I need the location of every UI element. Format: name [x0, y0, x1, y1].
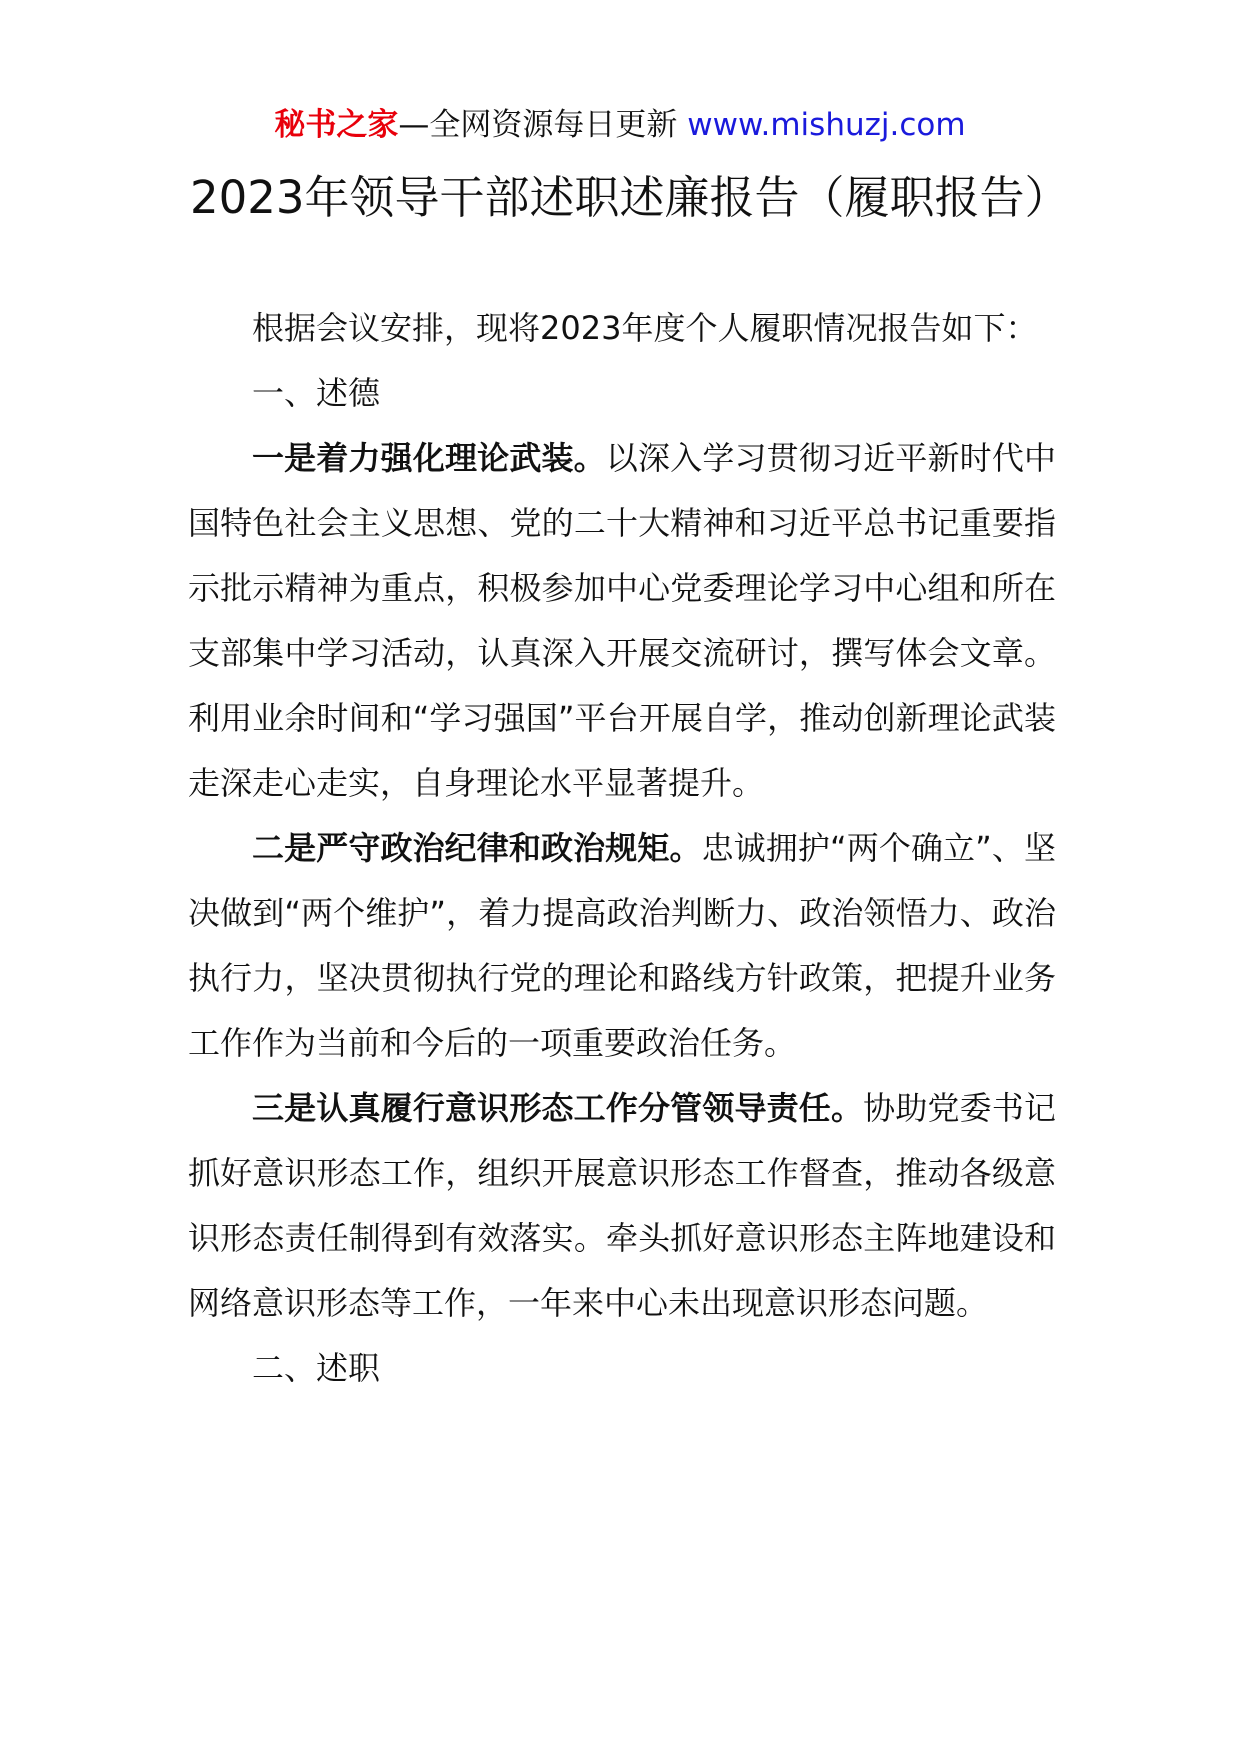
document-title: 2023年领导干部述职述廉报告（履职报告） [190, 171, 1070, 224]
site-url-link[interactable]: www.mishuzj.com [687, 107, 966, 143]
paragraph-text: 以深入学习贯彻习近平新时代中国特色社会主义思想、党的二十大精神和习近平总书记重要指示批示精神为重点，积极参加中心党委理论学习中心组和所在支部集中学习活动，认真深入开展交流研讨，撰写体会文章。利用业余时间和“学习强国”平台开展自学，推动创新理论武装走深走心走实，自身理论水平显著提升。 [188, 439, 1056, 802]
body-paragraph-2 [188, 816, 1056, 1076]
section-heading-2: 二、述职 [252, 1349, 381, 1387]
brand-name: 秘书之家 [274, 107, 399, 143]
paragraph-text: 忠诚拥护“两个确立”、坚决做到“两个维护”，着力提高政治判断力、政治领悟力、政治执行力，坚决贯彻执行党的理论和路线方针政策，把提升业务工作作为当前和今后的一项重要政治任务。 [188, 829, 1056, 1062]
body-paragraph-3 [188, 1076, 1056, 1336]
paragraph-text: 协助党委书记抓好意识形态工作，组织开展意识形态工作督查，推动各级意识形态责任制得到有效落实。牵头抓好意识形态主阵地建设和网络意识形态等工作，一年来中心未出现意识形态问题。 [188, 1089, 1056, 1322]
document-body [188, 296, 1056, 1401]
site-header [0, 100, 1240, 150]
intro-paragraph: 根据会议安排，现将2023年度个人履职情况报告如下： [252, 309, 1038, 347]
header-tagline: —全网资源每日更新 [398, 107, 688, 143]
paragraph-lead: 一是着力强化理论武装。 [252, 439, 606, 477]
body-paragraph-1 [188, 426, 1056, 816]
paragraph-lead: 三是认真履行意识形态工作分管领导责任。 [252, 1089, 864, 1127]
section-heading-1: 一、述德 [252, 374, 381, 412]
paragraph-lead: 二是严守政治纪律和政治规矩。 [252, 829, 702, 867]
